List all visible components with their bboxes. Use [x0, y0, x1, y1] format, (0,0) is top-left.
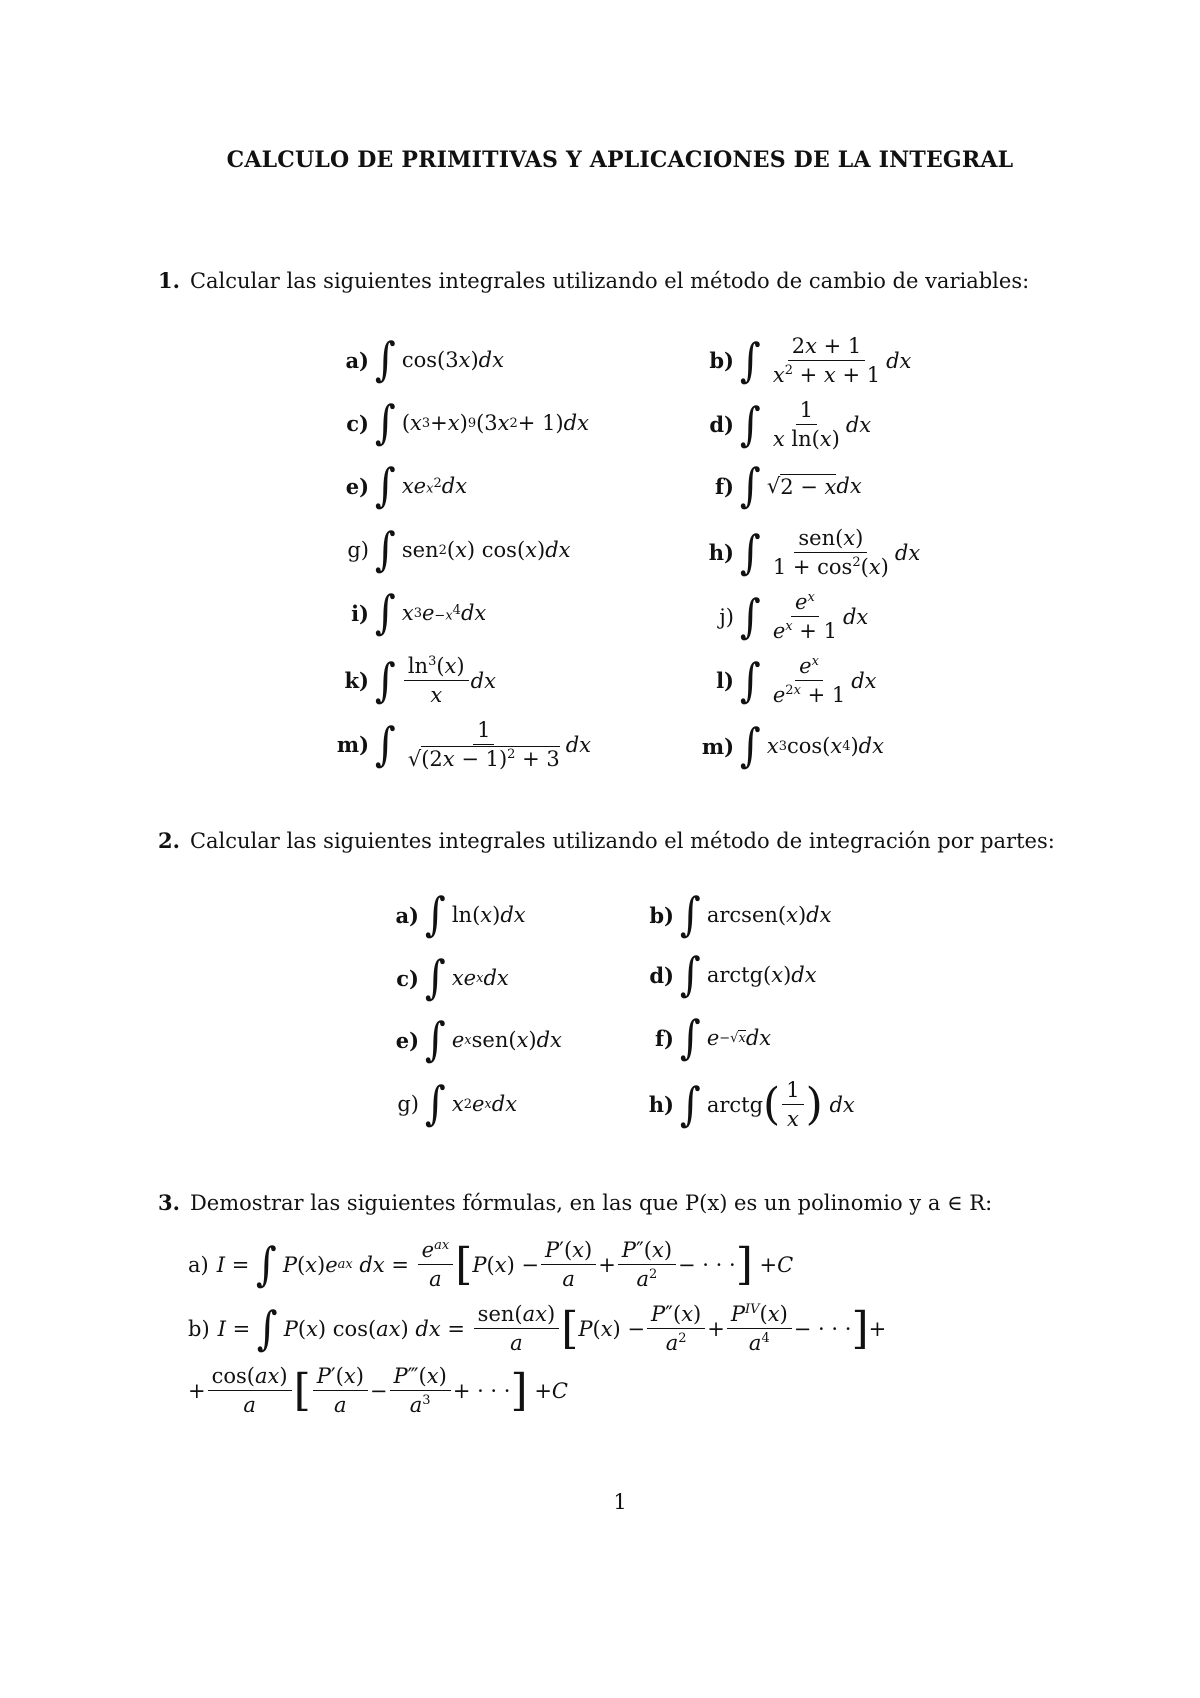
integral-1b: b) ∫ $\frac{2x + 1}{x^2 + x + 1}$ dx — [709, 334, 912, 387]
question-number: 2. — [158, 828, 180, 853]
integral-2c: c) ∫ xe x dx — [396, 951, 509, 1005]
integral-2b: b) ∫ arcsen( x ) dx — [649, 888, 832, 942]
integral-1e: e) ∫ xe $x^2$ dx — [345, 459, 468, 513]
integral-2h: h) ∫ arctg ( $\frac{1}{x}$ ) dx — [648, 1078, 855, 1131]
integral-1c: c) ∫ ( x 3 + x ) 9 (3 x 2 + 1) dx — [346, 396, 589, 450]
question-text: Calcular las siguientes integrales utilizando el método de integración por partes: — [189, 829, 1055, 853]
page-number: 1 — [613, 1490, 627, 1514]
question-2 — [158, 828, 1055, 853]
formula-3b-line2: + $\frac{\cos(ax)}{a}$ [ $\frac{P'(x)}{a}$ − $\frac{P‴(x)}{a^3}$ + · · · ] + C — [188, 1364, 568, 1417]
formula-3b-line1: b) I = ∫ P ( x ) cos( ax ) dx = $\frac{\text{sen(ax)}}{a}$ [ P ( x ) − $\frac{P''(x)}{a^2}$ + $\frac{P^{IV}(x)}{a^4}$ − · · · ] + — [188, 1302, 887, 1355]
integral-1m-left: m) ∫ $\frac{1}{√(2x - 1)^2 + 3}$ dx — [336, 718, 592, 771]
question-number: 3. — [158, 1190, 180, 1215]
integral-1j: j) ∫ $\frac{e^x}{e^x + 1}$ dx — [719, 590, 869, 643]
question-text: Calcular las siguientes integrales utilizando el método de cambio de variables: — [189, 269, 1030, 293]
integral-2d: d) ∫ arctg( x ) dx — [649, 948, 817, 1002]
question-number: 1. — [158, 268, 180, 293]
formula-3a: a) I = ∫ P ( x ) e ax dx = $\frac{e^{ax}}{a}$ [ P ( x ) − $\frac{P'(x)}{a}$ + $\frac{P''(x)}{a^2}$ − · · · ] + C — [188, 1238, 794, 1291]
question-3 — [158, 1190, 992, 1215]
integral-1k: k) ∫ $\frac{\ln^3(x)}{x}$ dx — [344, 654, 496, 707]
integral-1g: g) ∫ sen 2 ( x ) cos( x ) dx — [347, 523, 571, 577]
integral-2g: g) ∫ x 2 e x dx — [397, 1077, 518, 1131]
integral-1a: a) ∫ cos(3 x ) dx — [345, 333, 504, 387]
integral-1m-right: m) ∫ x 3 cos( x 4 ) dx — [701, 719, 884, 773]
integral-1i: i) ∫ x 3 e $-x^4$ dx — [351, 586, 487, 640]
integral-2a: a) ∫ ln( x ) dx — [395, 888, 526, 942]
integral-1h: h) ∫ $\frac{\text{sen(x)}}{1 + \cos^2(x)}$ dx — [708, 526, 921, 579]
page-title: CALCULO DE PRIMITIVAS Y APLICACIONES DE LA INTEGRAL — [226, 147, 1014, 173]
integral-1f: f) ∫ √ 2 − x dx — [715, 459, 862, 513]
question-text: Demostrar las siguientes fórmulas, en las que P(x) es un polinomio y a ∈ R: — [189, 1191, 993, 1215]
question-1 — [158, 268, 1029, 293]
integral-1l: l) ∫ $\frac{e^x}{e^{2x} + 1}$ dx — [716, 654, 877, 707]
integral-2e: e) ∫ e x sen( x ) dx — [395, 1013, 562, 1067]
integral-2f: f) ∫ e −√x dx — [655, 1011, 772, 1065]
integral-1d: d) ∫ $\frac{1}{\text{x ln(x)}}$ dx — [709, 398, 872, 451]
